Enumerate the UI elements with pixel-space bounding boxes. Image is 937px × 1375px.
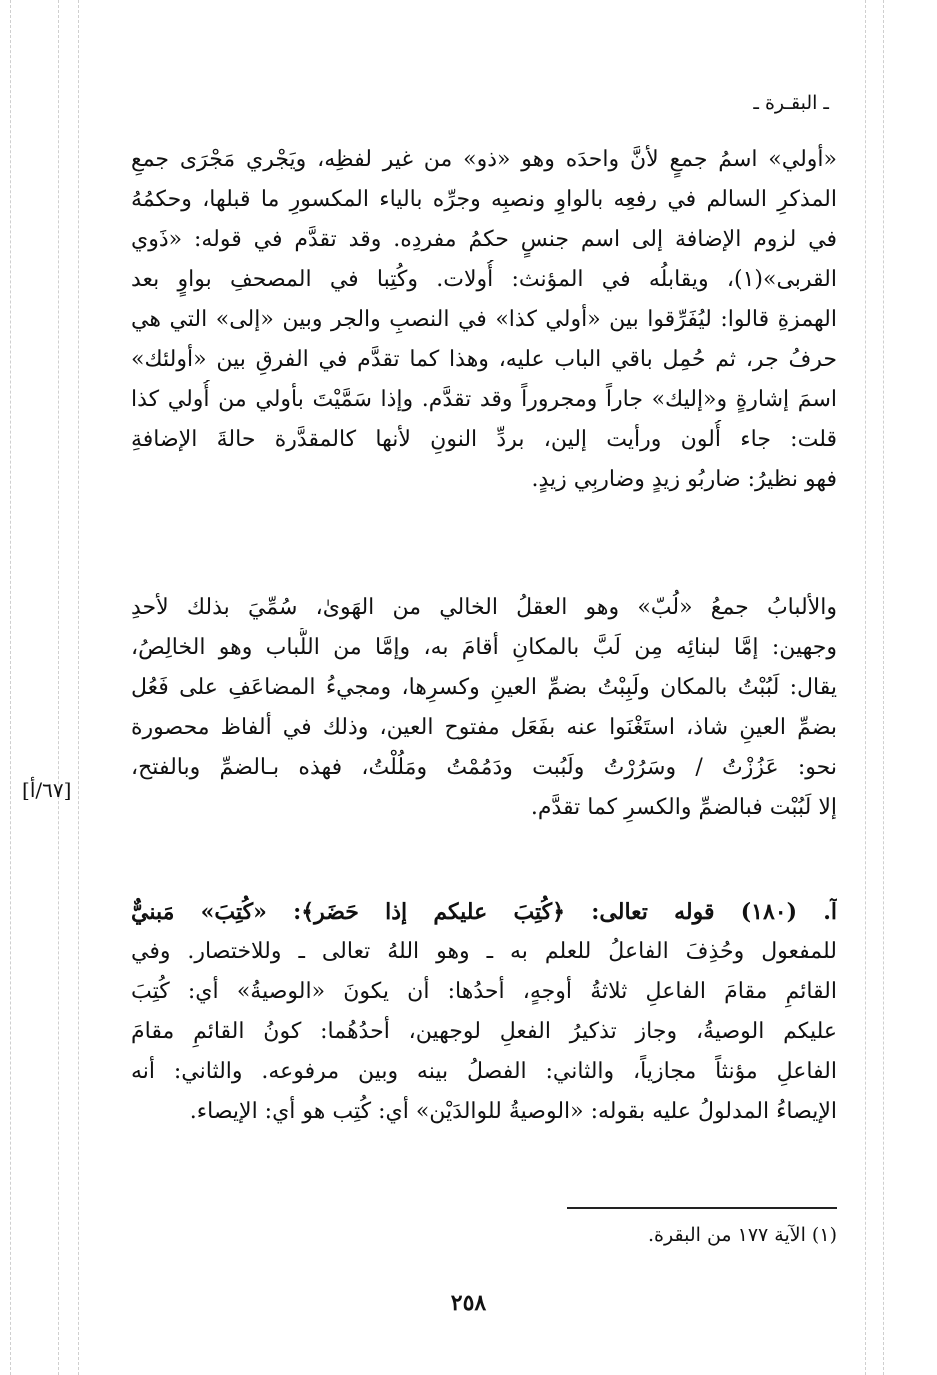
footnote-divider <box>567 1207 837 1209</box>
scan-guide-line <box>58 0 59 1375</box>
text-line: عليكم الوصيةُ، وجاز تذكيرُ الفعلِ لوجهين، أحدُهُما: كونُ القائمِ مقامَ <box>131 1019 837 1044</box>
text-line: إلا لَبُبْت فبالضمِّ والكسرِ كما تقدَّم. <box>530 795 837 820</box>
text-line: القربى»(١)، ويقابلُه في المؤنث: أُولات. وكُتِبا في المصحفِ بواوٍ بعد <box>131 267 837 292</box>
text-line: اسمَ إشارةٍ و«إليك» جاراً ومجروراً وقد تقدَّم. وإذا سَمَّيْتَ بأولي من أُولي كذا <box>131 387 837 412</box>
text-line: المذكرِ السالم في رفعِه بالواوِ ونصبِه وجرِّه بالياء المكسورِ ما قبلها، وحكمُهُ <box>131 187 837 212</box>
text-line: فهو نظيرُ: ضاربُو زيدٍ وضاربِي زيدٍ. <box>531 467 837 492</box>
text-line: الإيصاءُ المدلولُ عليه بقوله: «الوصيةُ للوالدَيْن» أي: كُتِب هو أي: الإيصاء. <box>189 1099 837 1124</box>
footnote: (١) الآية ١٧٧ من البقرة. <box>648 1224 837 1246</box>
text-line: يقال: لَبُبْتُ بالمكان ولَبِبْتُ بضمِّ العينِ وكسرِها، ومجيءُ المضاعَفِ على فَعُل <box>131 675 837 700</box>
scan-guide-line <box>10 0 11 1375</box>
text-line: القائمِ مقامَ الفاعلِ ثلاثةُ أوجهٍ، أحدُها: أن يكونَ «الوصيةُ» أي: كُتِبَ <box>131 979 837 1004</box>
running-header: ـ البقـرة ـ <box>753 92 829 114</box>
text-line: نحو: عَزُزْتُ / وسَرُرْتُ ولَبُبت ودَمُمْتُ ومَلُلْتُ، فهذه بـالضمِّ وبالفتح، <box>131 755 837 780</box>
text-line: وجهين: إمَّا لبنائِه مِن لَبَّ بالمكانِ أقامَ به، وإمَّا من اللُّباب وهو الخالِصُ، <box>131 635 837 660</box>
text-line: للمفعول وحُذِفَ الفاعلُ للعلم به ـ وهو اللهُ تعالى ـ وللاختصار. وفي <box>131 939 837 964</box>
paragraph-2 <box>131 588 837 828</box>
text-line: في لزوم الإضافة إلى اسم جنسٍ حكمُ مفردِه. وقد تقدَّم في قوله: «ذَوي <box>131 227 837 252</box>
scan-guide-line <box>78 0 79 1375</box>
text-line: «أولي» اسمُ جمعٍ لأنَّ واحدَه وهو «ذو» من غير لفظِه، ويَجْري مَجْرَى جمعِ <box>131 147 837 172</box>
text-line: الفاعلِ مؤنثاً مجازياً، والثاني: الفصلُ بينه وبين مرفوعه. والثاني: أنه <box>131 1059 837 1084</box>
text-line: والألبابُ جمعُ «لُبّ» وهو العقلُ الخالي من الهَوىٰ، سُمِّيَ بذلك لأحدِ <box>131 595 837 620</box>
text-line: قلت: جاء أُلون ورأيت إلين، بردِّ النونِ لأنها كالمقدَّرة حالةَ الإضافةِ <box>131 427 837 452</box>
text-line: بضمِّ العينِ شاذ، استَغْنَوا عنه بفَعَل مفتوح العين، وذلك في ألفاظ محصورة <box>131 715 837 740</box>
scan-guide-line <box>865 0 866 1375</box>
text-line: الهمزةِ قالوا: ليُفَرِّقوا بين «أولي كذا» في النصبِ والجر وبين «إلى» التي هي <box>131 307 837 332</box>
page-number: ٢٥٨ <box>450 1290 487 1316</box>
scan-guide-line <box>883 0 884 1375</box>
text-line: حرفُ جر، ثم حُمِل باقي الباب عليه، وهذا كما تقدَّم في الفرقِ بين «أولئك» <box>131 347 837 372</box>
verse-heading-line: آ. (١٨٠) قوله تعالى: ﴿كُتِبَ عليكم إذا حَضَر﴾: «كُتِبَ» مَبنيٌّ <box>131 899 837 925</box>
paragraph-1 <box>131 140 837 500</box>
margin-folio-note: [٦٧/أ] <box>22 778 72 802</box>
paragraph-3 <box>131 892 837 1132</box>
